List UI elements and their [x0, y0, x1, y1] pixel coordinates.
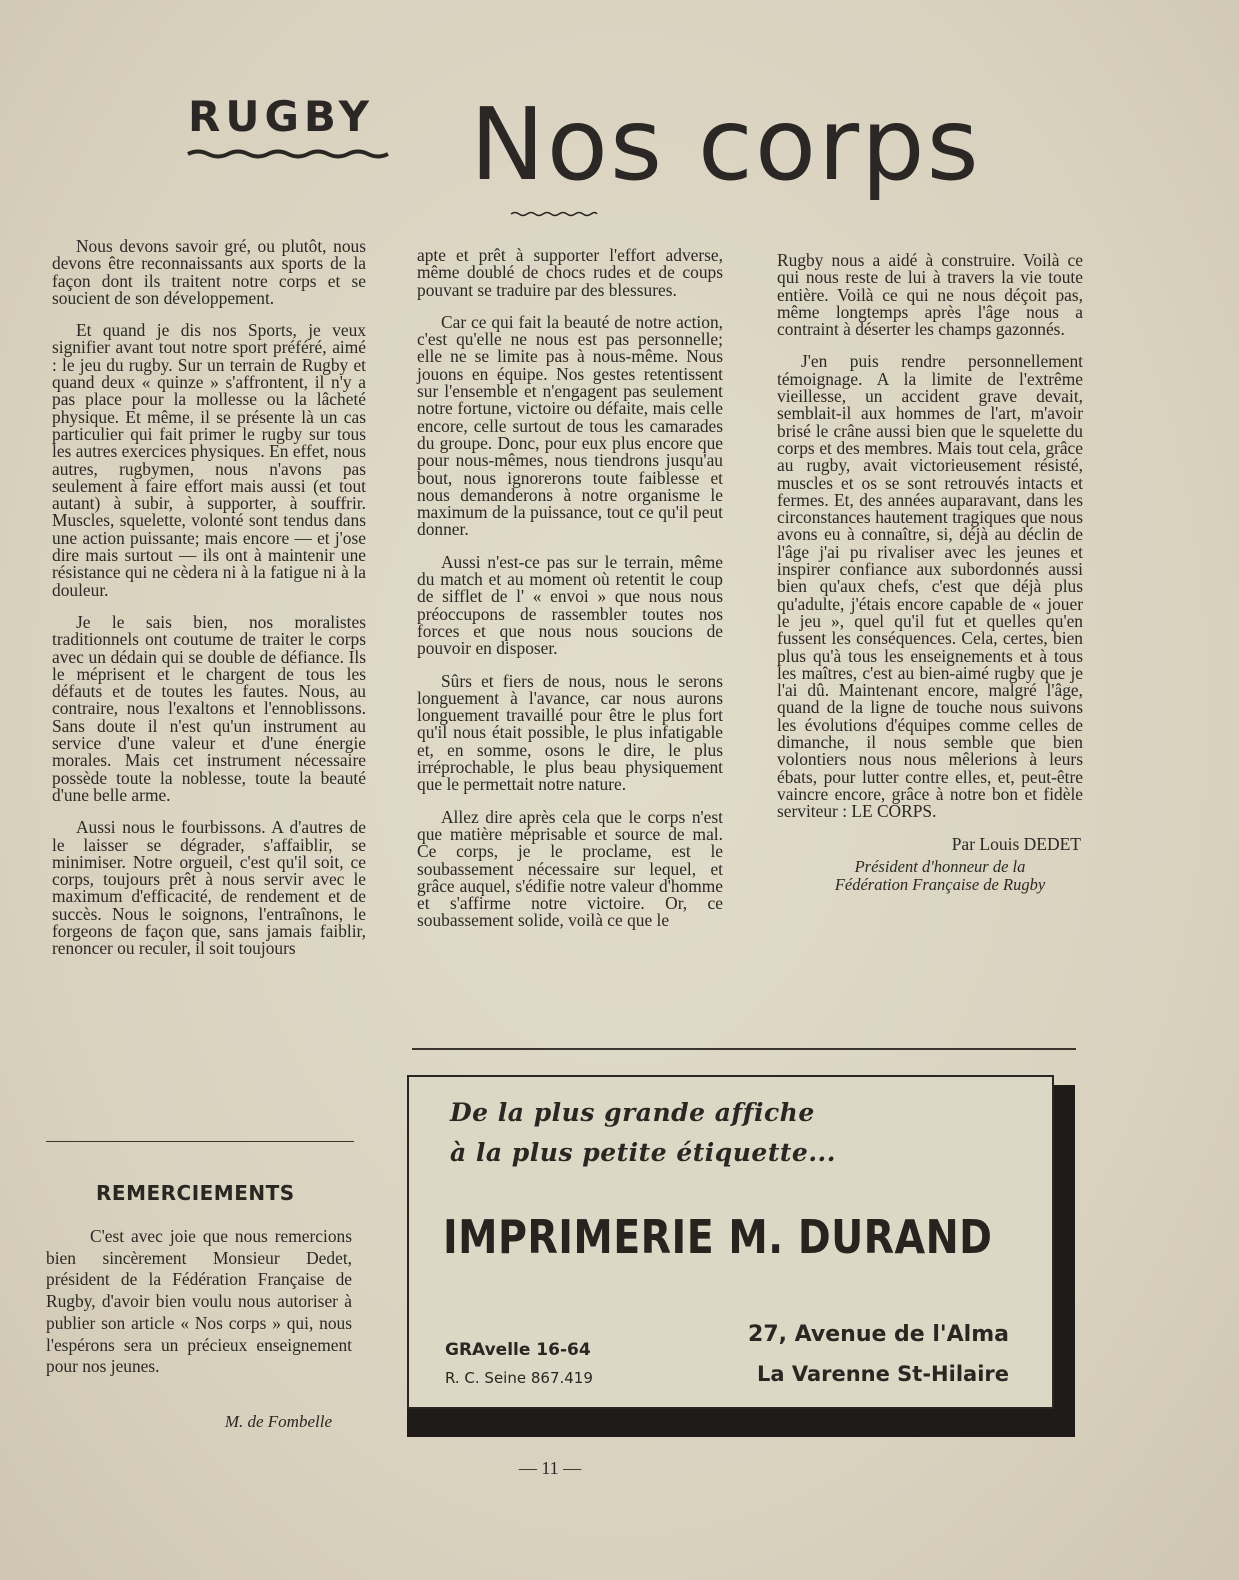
divider-rule [46, 1141, 354, 1142]
thanks-text: C'est avec joie que nous remercions bien sincèrement Monsieur Dedet, président de la Fédération Française de Rugby, d'avoir bien voulu nous autoriser à publier son article « Nos corps » qui, nous l'espérons sera un précieux enseignement pour nos jeunes. [46, 1226, 352, 1377]
article-paragraph: Sûrs et fiers de nous, nous le serons longuement à l'avance, car nous aurons longuement travaillé pour être le plus fort qu'il nous était possible, le plus infatigable et, en somme, osons le dire, le plus irréprochable, le plus beau physiquement que le permettait notre nature. [417, 670, 723, 795]
article-paragraph: Car ce qui fait la beauté de notre action, c'est qu'elle ne nous est pas personnelle; elle ne se limite pas à nous-même. Nous jouons en équipe. Nos gestes retentissent sur l'ensemble et n'engagent pas seulement notre fortune, victoire ou défaite, mais celle encore, celle surtout de tous les camarades du groupe. Donc, pour eux plus encore que pour nous-mêmes, nous tiendrons jusqu'au bout, nous ignorerons toute faiblesse et nous demanderons à notre organisme le maximum de la puissance, tout ce qu'il peut donner. [417, 311, 723, 540]
ad-city: La Varenne St-Hilaire [756, 1362, 1009, 1386]
divider-rule [412, 1048, 1076, 1050]
author-title-line: Président d'honneur de la [854, 856, 1026, 876]
article-signature [777, 833, 1083, 894]
thanks-heading: REMERCIEMENTS [96, 1181, 295, 1205]
article-paragraph: Nous devons savoir gré, ou plutôt, nous devons être reconnaissants aux sports de la façon dont ils traitent notre corps et se soucient de son développement. [52, 236, 366, 308]
title-underline-wave [510, 210, 598, 218]
author-byline: Par Louis DEDET [951, 833, 1081, 854]
article-paragraph: apte et prêt à supporter l'effort adverse, même doublé de chocs rudes et de coups pouvant se traduire par des blessures. [417, 245, 723, 300]
section-label: RUGBY [188, 92, 375, 141]
article-paragraph: J'en puis rendre personnellement témoignage. A la limite de l'extrême vieillesse, un accident grave devait, semblait-il aux hommes de l'art, m'avoir brisé le crâne aussi bien que le squelette du corps et des membres. Mais tout cela, grâce au rugby, avait victorieusement résisté, muscles et os se sont retrouvés intacts et fermes. Et, des années auparavant, dans les circonstances hautement tragiques que nous avons eu à connaître, si, déjà au déclin de l'âge j'ai pu rivaliser avec les jeunes et inspirer confiance aux subordonnés aussi bien qu'aux chefs, c'est que déjà plus qu'adulte, j'étais encore capable de « jouer le jeu », quel qu'il fut et quelles qu'en fussent les conséquences. Cela, certes, bien plus qu'à tous les enseignements et à tous les maîtres, c'est au bien-aimé rugby que je l'ai dû. Maintenant encore, malgré l'âge, quand de la ligne de touche nous suivons les évolutions d'équipes comme celles de dimanche, il nous semble que bien volontiers nous nous mêlerions à leurs ébats, pour lutter contre elles, et, peut-être vaincre encore, grâce à notre bon et fidèle serviteur : LE CORPS. [777, 351, 1083, 822]
page-number: — 11 — [518, 1458, 582, 1478]
article-column-1 [52, 238, 366, 973]
article-column-2 [417, 247, 723, 945]
article-paragraph: Allez dire après cela que le corps n'est que matière méprisable et source de mal. Ce corps, je le proclame, est le soubassement nécessaire sur lequel, et grâce auquel, s'édifie notre valeur d'homme et s'affirme notre victoire. Or, ce soubassement solide, voilà ce que le [417, 806, 723, 931]
ad-company-name: IMPRIMERIE M. DURAND [443, 1210, 993, 1264]
article-paragraph: Rugby nous a aidé à construire. Voilà ce qui nous reste de lui à travers la vie toute entière. Voilà ce qui ne nous déçoit pas, même longtemps après l'âge nous a contraint à déserter les champs gazonnés. [777, 250, 1083, 340]
ad-registration: R. C. Seine 867.419 [445, 1369, 593, 1387]
article-column-3 [777, 252, 1083, 894]
ad-slogan-line: De la plus grande affiche [450, 1098, 815, 1127]
author-title-line: Fédération Française de Rugby [834, 874, 1046, 894]
article-paragraph: Aussi nous le fourbissons. A d'autres de le laisser se dégrader, s'affaiblir, se minimiser. Notre orgueil, c'est qu'il soit, ce corps, toujours prêt à nous servir avec le maximum d'efficacité, de rendement et de succès. Nous le soignons, l'entraînons, le forgeons de façon que, sans jamais faiblir, renoncer ou reculer, il soit toujours [52, 817, 366, 959]
article-paragraph: Je le sais bien, nos moralistes traditionnels ont coutume de traiter le corps avec un dédain qui se double de défiance. Ils le méprisent et le chargent de tous les défauts et de toutes les fautes. Nous, au contraire, nous l'exaltons et l'ennoblissons. Sans doute il n'est qu'un instrument au service d'une valeur et d'une énergie morales. Mais cet instrument nécessaire possède toute la noblesse, toute la beauté d'une belle arme. [52, 611, 366, 805]
ad-phone: GRAvelle 16-64 [445, 1340, 591, 1360]
article-title: Nos corps [470, 86, 981, 203]
ad-street-address: 27, Avenue de l'Alma [748, 1322, 1009, 1347]
section-underline-wave [186, 148, 392, 162]
article-paragraph: Aussi n'est-ce pas sur le terrain, même du match et au moment où retentit le coup de sifflet de l' « envoi » que nous nous préoccupons de rassembler toutes nos forces et que nous nous soucions de pouvoir en disposer. [417, 551, 723, 659]
ad-slogan-line: à la plus petite étiquette... [450, 1138, 836, 1167]
article-paragraph: Et quand je dis nos Sports, je veux signifier avant tout notre sport préféré, aimé : le jeu du rugby. Sur un terrain de Rugby et quand deux « quinze » s'affrontent, il n'y a pas place pour la mollesse ou la lâcheté physique. Et même, il se présente là un cas particulier qui fait primer le rugby sur tous les autres exercices physiques. En effet, nous autres, rugbymen, nous n'avons pas seulement à faire effort mais aussi (et tout autant) à subir, à supporter, à souffrir. Muscles, squelette, volonté sont tendus dans une action puissante; mais encore — et j'ose dire mais surtout — ils ont à maintenir une résistance qui ne cèdera ni à la fatigue ni à la douleur. [52, 320, 366, 600]
thanks-signature: M. de Fombelle [224, 1412, 332, 1431]
